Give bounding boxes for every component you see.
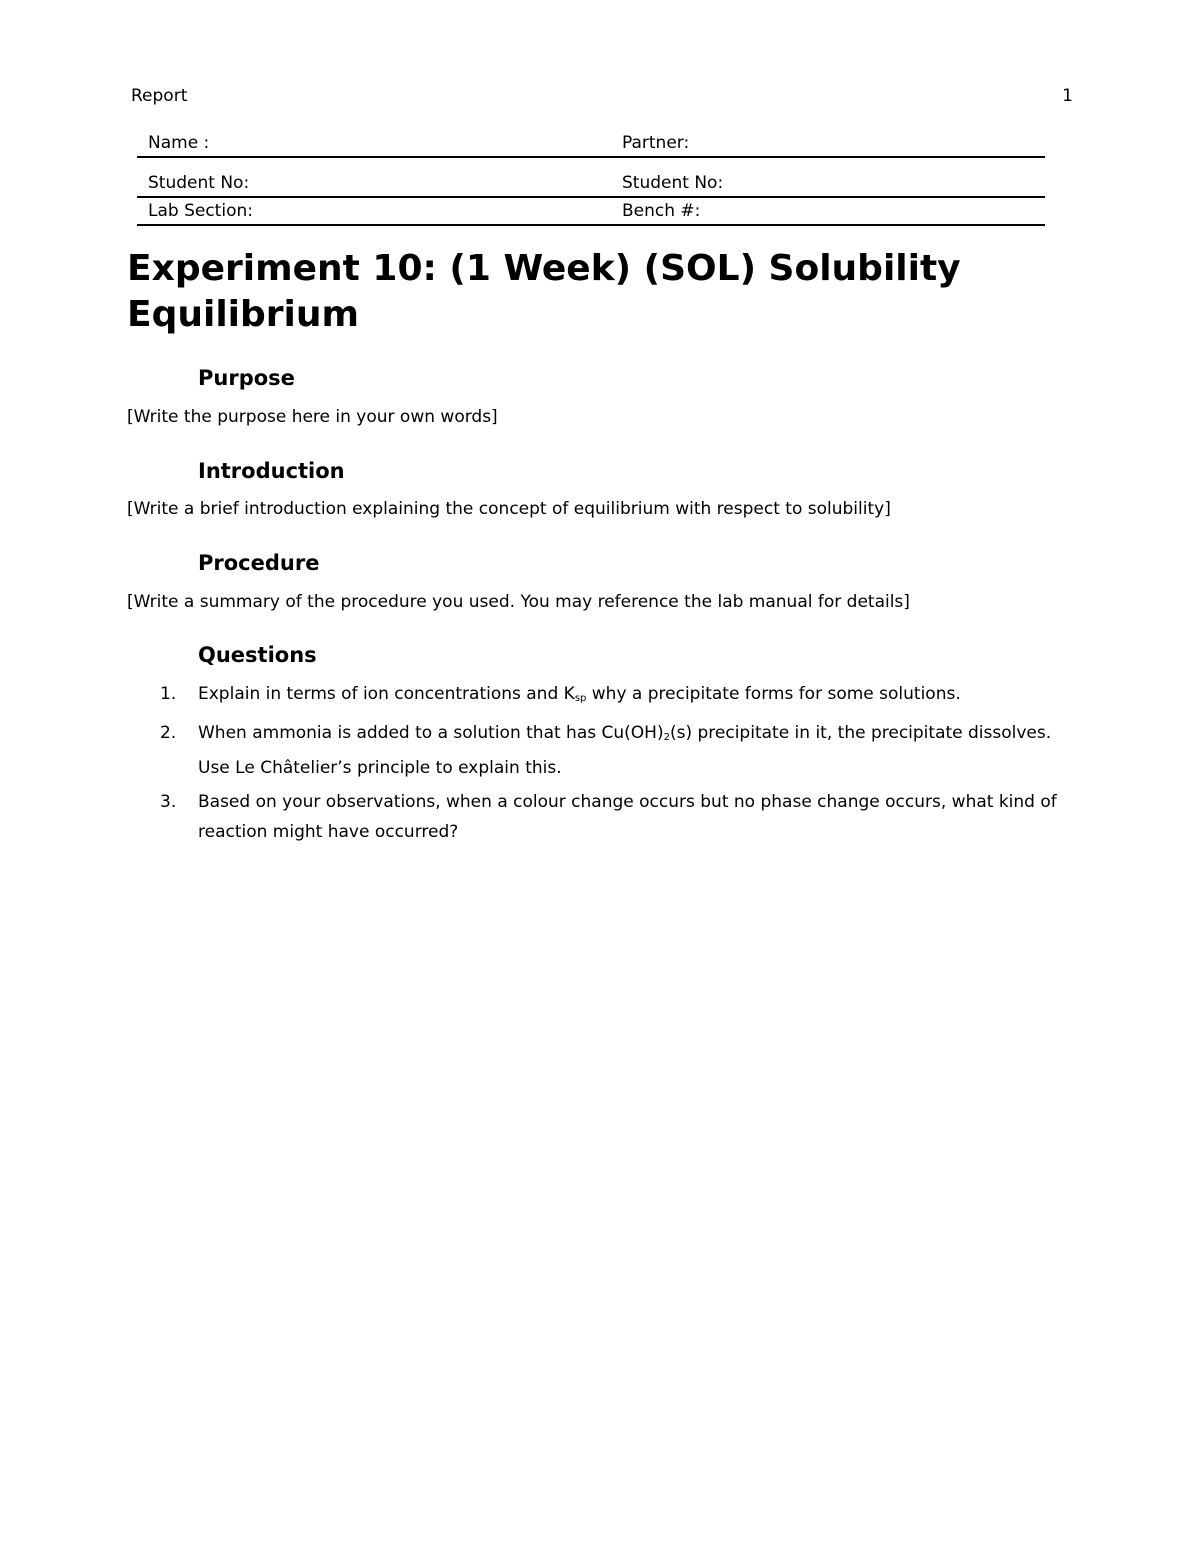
student-no-label: Student No: — [148, 173, 250, 193]
page-number: 1 — [1062, 86, 1073, 106]
lab-section-label: Lab Section: — [148, 201, 253, 221]
student-info-table — [137, 122, 1045, 226]
question-number: 2. — [160, 723, 177, 743]
question-text: Based on your observations, when a colour change occurs but no phase change occurs, what kind of reaction might have occurred? — [198, 792, 1057, 842]
procedure-text: [Write a summary of the procedure you used. You may reference the lab manual for details] — [127, 592, 910, 612]
partner-student-no-label: Student No: — [622, 173, 724, 193]
list-item — [160, 718, 1080, 783]
question-number: 3. — [160, 792, 177, 812]
list-item — [160, 679, 1080, 714]
questions-heading: Questions — [198, 643, 317, 667]
purpose-text: [Write the purpose here in your own words] — [127, 407, 498, 427]
introduction-text: [Write a brief introduction explaining the concept of equilibrium with respect to solubility] — [127, 499, 891, 519]
header-title: Report — [131, 86, 188, 106]
info-row-lab-section — [137, 198, 1045, 226]
purpose-heading: Purpose — [198, 366, 295, 390]
info-row-name — [137, 122, 1045, 158]
question-number: 1. — [160, 684, 177, 704]
list-item — [160, 787, 1080, 852]
procedure-heading: Procedure — [198, 551, 320, 575]
document-title — [127, 246, 1027, 338]
title-line-1: Experiment 10: (1 Week) (SOL) Solubility — [127, 248, 961, 289]
info-row-student-no — [137, 158, 1045, 198]
question-text: Explain in terms of ion concentrations and $K_{sp}$ why a precipitate forms for some solutions. — [198, 684, 961, 704]
question-text: When ammonia is added to a solution that has $Cu(OH)_2(s)$ precipitate in it, the precipitate dissolves. Use Le Châtelier’s principle to explain this. — [198, 723, 1052, 778]
name-label: Name : — [148, 133, 210, 153]
introduction-heading: Introduction — [198, 459, 345, 483]
title-line-2: Equilibrium — [127, 294, 360, 335]
page-header — [131, 86, 1073, 110]
bench-label: Bench #: — [622, 201, 701, 221]
partner-label: Partner: — [622, 133, 690, 153]
